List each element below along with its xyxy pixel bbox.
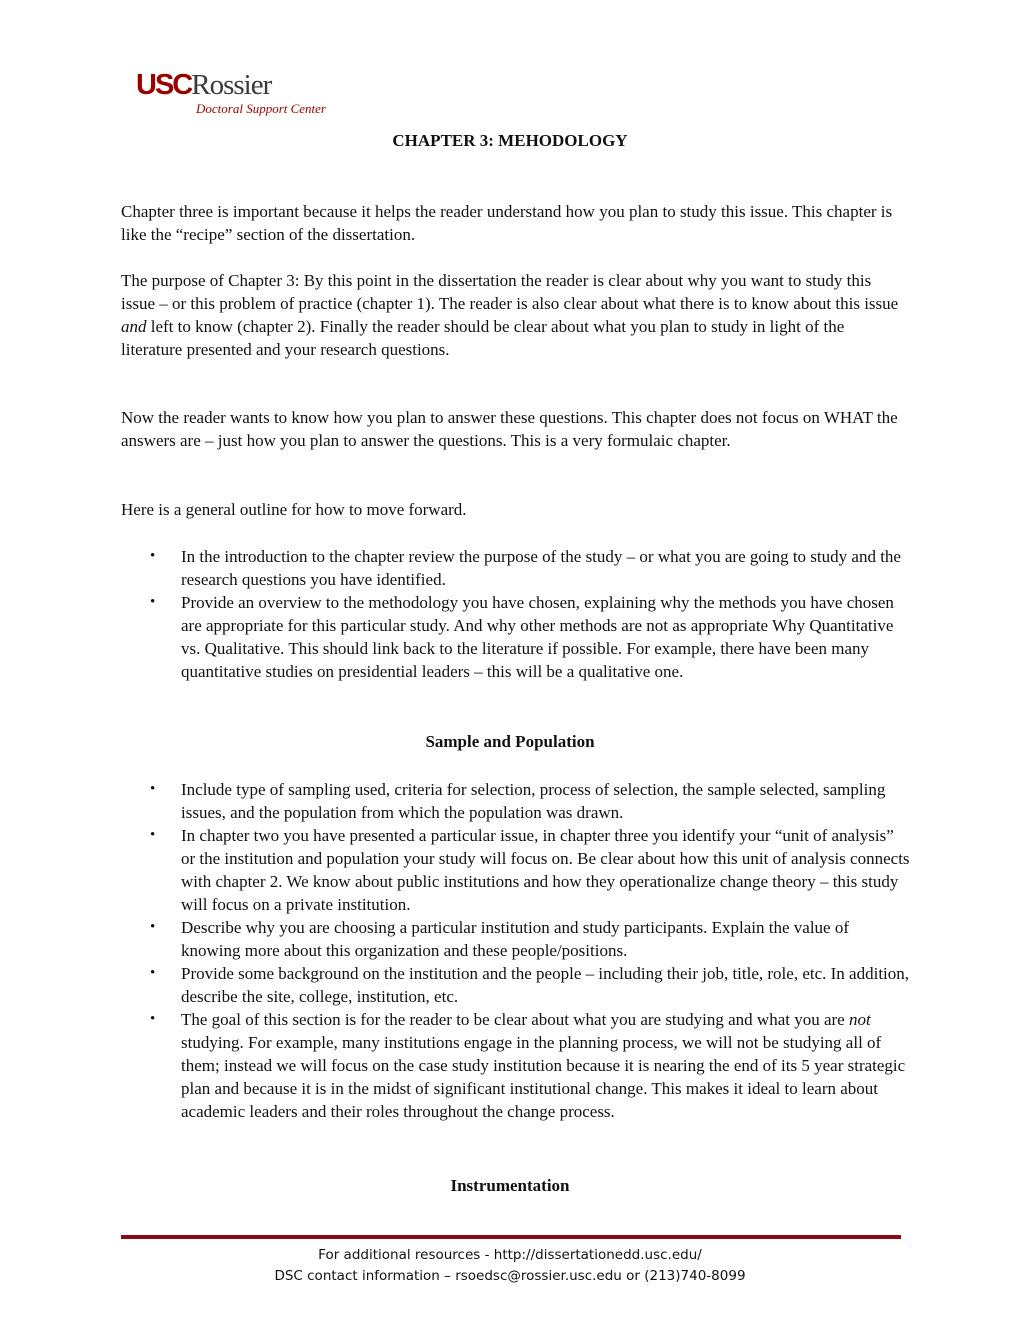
section-heading-sample: Sample and Population	[425, 732, 595, 751]
bullet-icon: •	[150, 548, 156, 564]
list-item-text: Include type of sampling used, criteria for selection, process of selection, the sample selected, sampling issues, and the population from which the population was drawn.	[181, 780, 886, 822]
bullet-icon: •	[150, 827, 156, 843]
bullet-icon: •	[150, 1011, 156, 1027]
bullet-icon: •	[150, 781, 156, 797]
list-item-text: In the introduction to the chapter review the purpose of the study – or what you are going to study and the research questions you have identified.	[181, 547, 901, 589]
list-item	[121, 962, 911, 1008]
paragraph-purpose-part-b: left to know (chapter 2). Finally the reader should be clear about what you plan to study in light of the literature presented and your research questions.	[121, 317, 845, 359]
footer-divider	[121, 1235, 901, 1239]
list-item	[121, 778, 911, 824]
list-item-text: In chapter two you have presented a particular issue, in chapter three you identify your “unit of analysis” or the institution and population your study will focus on. Be clear about how this unit of analysis connects with chapter 2. We know about public institutions and how they operationalize change theory – this study will focus on a private institution.	[181, 826, 910, 914]
paragraph-how: Now the reader wants to know how you plan to answer these questions. This chapter does not focus on WHAT the answers are – just how you plan to answer the questions. This is a very formulaic chapter.	[121, 408, 898, 450]
paragraph-purpose-part-a: The purpose of Chapter 3: By this point in the dissertation the reader is clear about why you want to study this issue – or this problem of practice (chapter 1). The reader is also clear about what there is to know about this issue	[121, 271, 899, 313]
bullet-icon: •	[150, 965, 156, 981]
list-item	[121, 824, 911, 916]
paragraph-purpose	[121, 269, 901, 361]
list-item-text: Provide an overview to the methodology you have chosen, explaining why the methods you have chosen are appropriate for this particular study. And why other methods are not as appropriate Why Quantitative vs. Qualitative. This should link back to the literature if possible. For example, there have been many quantitative studies on presidential leaders – this will be a qualitative one.	[181, 593, 894, 681]
sample-list	[121, 778, 911, 1123]
list-item-emphasis: not	[848, 1010, 871, 1029]
logo-subtitle: Doctoral Support Center	[196, 101, 326, 116]
outline-list	[121, 545, 911, 683]
list-item	[121, 1008, 911, 1123]
paragraph-purpose-emphasis: and	[121, 317, 147, 336]
logo-rossier-text: Rossier	[191, 69, 272, 101]
list-item-text: Provide some background on the institution and the people – including their job, title, role, etc. In addition, describe the site, college, institution, etc.	[181, 964, 910, 1006]
usc-rossier-logo	[136, 70, 356, 120]
list-item	[121, 591, 911, 683]
logo-wordmark	[136, 70, 271, 105]
section-heading-instrumentation: Instrumentation	[450, 1176, 570, 1195]
footer-resources: For additional resources - http://dissertationedd.usc.edu/	[318, 1247, 702, 1263]
list-item	[121, 916, 911, 962]
list-item-text: Describe why you are choosing a particular institution and study participants. Explain the value of knowing more about this organization and these people/positions.	[181, 918, 850, 960]
footer-contact: DSC contact information – rsoedsc@rossier.usc.edu or (213)740-8099	[274, 1268, 746, 1284]
bullet-icon: •	[150, 919, 156, 935]
list-item-text-part-b: studying. For example, many institutions engage in the planning process, we will not be studying all of them; instead we will focus on the case study institution because it is nearing the end of its 5 year strategic plan and because it is in the midst of significant institutional change. This makes it ideal to learn about academic leaders and their roles throughout the change process.	[181, 1033, 906, 1121]
page-title: CHAPTER 3: MEHODOLOGY	[392, 131, 628, 150]
list-item	[121, 545, 911, 591]
paragraph-outline: Here is a general outline for how to move forward.	[121, 500, 467, 519]
logo-usc-text: USC	[136, 69, 192, 101]
paragraph-intro: Chapter three is important because it helps the reader understand how you plan to study this issue. This chapter is like the “recipe” section of the dissertation.	[121, 202, 893, 244]
bullet-icon: •	[150, 594, 156, 610]
list-item-text-part-a: The goal of this section is for the reader to be clear about what you are studying and what you are	[181, 1010, 849, 1029]
